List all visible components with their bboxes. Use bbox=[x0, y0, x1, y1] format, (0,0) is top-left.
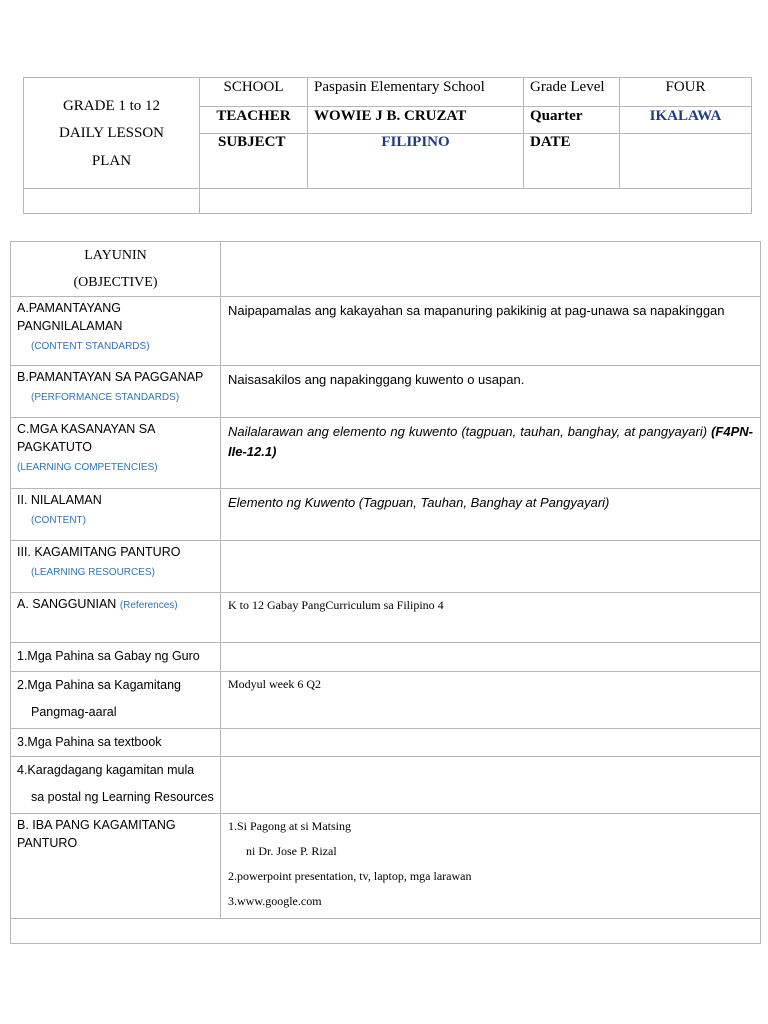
competencies-value bbox=[221, 418, 761, 489]
content-label-text: II. NILALAMAN bbox=[17, 493, 102, 507]
other-materials-label bbox=[11, 814, 221, 919]
content-standards-row bbox=[11, 297, 761, 366]
other-materials-row bbox=[11, 814, 761, 919]
date-value bbox=[620, 134, 752, 189]
references-row bbox=[11, 593, 761, 643]
content-standards-sub: (CONTENT STANDARDS) bbox=[31, 341, 150, 352]
teacher-guide-label: 1.Mga Pahina sa Gabay ng Guro bbox=[11, 643, 221, 672]
school-value: Paspasin Elementary School bbox=[308, 78, 524, 107]
subject-value: FILIPINO bbox=[308, 134, 524, 189]
additional-label-line-1: 4.Karagdagang kagamitan mula bbox=[17, 763, 195, 777]
objective-line-2: (OBJECTIVE) bbox=[73, 275, 158, 290]
resources-label-text: III. KAGAMITANG PANTURO bbox=[17, 545, 181, 559]
additional-label-line-2: sa postal ng Learning Resources bbox=[31, 790, 214, 804]
objective-label bbox=[11, 242, 221, 297]
quarter-label: Quarter bbox=[524, 107, 620, 134]
grade-level-value: FOUR bbox=[620, 78, 752, 107]
additional-row bbox=[11, 757, 761, 814]
teacher-guide-value bbox=[221, 643, 761, 672]
header-table bbox=[23, 77, 752, 214]
content-row bbox=[11, 489, 761, 541]
content-standards-value: Naipapamalas ang kakayahan sa mapanuring pakikinig at pag-unawa sa napakinggan bbox=[221, 297, 761, 366]
other-materials-item: 1.Si Pagong at si Matsing bbox=[228, 819, 352, 833]
lesson-plan-table bbox=[10, 241, 761, 944]
references-label-text: A. SANGGUNIAN bbox=[17, 597, 117, 611]
competencies-sub: (LEARNING COMPETENCIES) bbox=[17, 462, 158, 473]
empty-row bbox=[11, 919, 761, 944]
teacher-guide-row bbox=[11, 643, 761, 672]
competencies-text: Nailalarawan ang elemento ng kuwento (tagpuan, tauhan, banghay, at pangyayari) bbox=[228, 424, 708, 439]
competencies-row bbox=[11, 418, 761, 489]
performance-standards-label bbox=[11, 366, 221, 418]
content-standards-label bbox=[11, 297, 221, 366]
school-label: SCHOOL bbox=[200, 78, 308, 107]
competency-code: (F4PN-IIe-12.1) bbox=[228, 424, 753, 459]
objective-line-1: LAYUNIN bbox=[84, 248, 147, 263]
performance-standards-label-text: B.PAMANTAYAN SA PAGGANAP bbox=[17, 370, 204, 384]
quarter-value: IKALAWA bbox=[620, 107, 752, 134]
objective-row bbox=[11, 242, 761, 297]
other-materials-list bbox=[221, 814, 761, 919]
date-label: DATE bbox=[524, 134, 620, 189]
resources-sub: (LEARNING RESOURCES) bbox=[31, 567, 155, 578]
objective-value bbox=[221, 242, 761, 297]
header-empty-cell-wide bbox=[200, 189, 752, 214]
other-materials-item: ni Dr. Jose P. Rizal bbox=[246, 844, 337, 858]
learner-materials-row bbox=[11, 672, 761, 729]
empty-cell bbox=[11, 919, 761, 944]
content-standards-label-line-2: PANGNILALAMAN bbox=[17, 319, 123, 333]
references-value: K to 12 Gabay PangCurriculum sa Filipino 4 bbox=[221, 593, 761, 643]
content-sub: (CONTENT) bbox=[31, 515, 86, 526]
competencies-label-line-1: C.MGA KASANAYAN SA bbox=[17, 422, 156, 436]
resources-label bbox=[11, 541, 221, 593]
performance-standards-sub: (PERFORMANCE STANDARDS) bbox=[31, 392, 180, 403]
teacher-value: WOWIE J B. CRUZAT bbox=[308, 107, 524, 134]
learner-materials-value: Modyul week 6 Q2 bbox=[221, 672, 761, 729]
title-line-1: GRADE 1 to 12 bbox=[62, 97, 161, 114]
additional-label bbox=[11, 757, 221, 814]
additional-value bbox=[221, 757, 761, 814]
other-materials-item: 3.www.google.com bbox=[228, 894, 322, 908]
other-materials-item: 2.powerpoint presentation, tv, laptop, mga larawan bbox=[228, 869, 472, 883]
content-standards-label-line-1: A.PAMANTAYANG bbox=[17, 301, 121, 315]
teacher-label: TEACHER bbox=[200, 107, 308, 134]
title-line-3: PLAN bbox=[91, 152, 132, 169]
references-label bbox=[11, 593, 221, 643]
content-label bbox=[11, 489, 221, 541]
performance-standards-row bbox=[11, 366, 761, 418]
title-line-2: DAILY LESSON bbox=[58, 125, 165, 142]
subject-label: SUBJECT bbox=[200, 134, 308, 189]
document-title bbox=[24, 78, 200, 189]
textbook-row bbox=[11, 729, 761, 757]
learner-materials-label bbox=[11, 672, 221, 729]
performance-standards-value: Naisasakilos ang napakinggang kuwento o usapan. bbox=[221, 366, 761, 418]
textbook-label: 3.Mga Pahina sa textbook bbox=[11, 729, 221, 757]
other-materials-label-line-2: PANTURO bbox=[17, 836, 78, 850]
grade-level-label: Grade Level bbox=[524, 78, 620, 107]
learner-materials-label-line-2: Pangmag-aaral bbox=[31, 705, 117, 719]
other-materials-label-line-1: B. IBA PANG KAGAMITANG bbox=[17, 818, 176, 832]
references-sub: (References) bbox=[119, 600, 178, 611]
competencies-label-line-2: PAGKATUTO bbox=[17, 440, 93, 454]
resources-row bbox=[11, 541, 761, 593]
content-value: Elemento ng Kuwento (Tagpuan, Tauhan, Banghay at Pangyayari) bbox=[221, 489, 761, 541]
textbook-value bbox=[221, 729, 761, 757]
resources-value bbox=[221, 541, 761, 593]
competencies-label bbox=[11, 418, 221, 489]
header-empty-cell bbox=[24, 189, 200, 214]
learner-materials-label-line-1: 2.Mga Pahina sa Kagamitang bbox=[17, 678, 181, 692]
